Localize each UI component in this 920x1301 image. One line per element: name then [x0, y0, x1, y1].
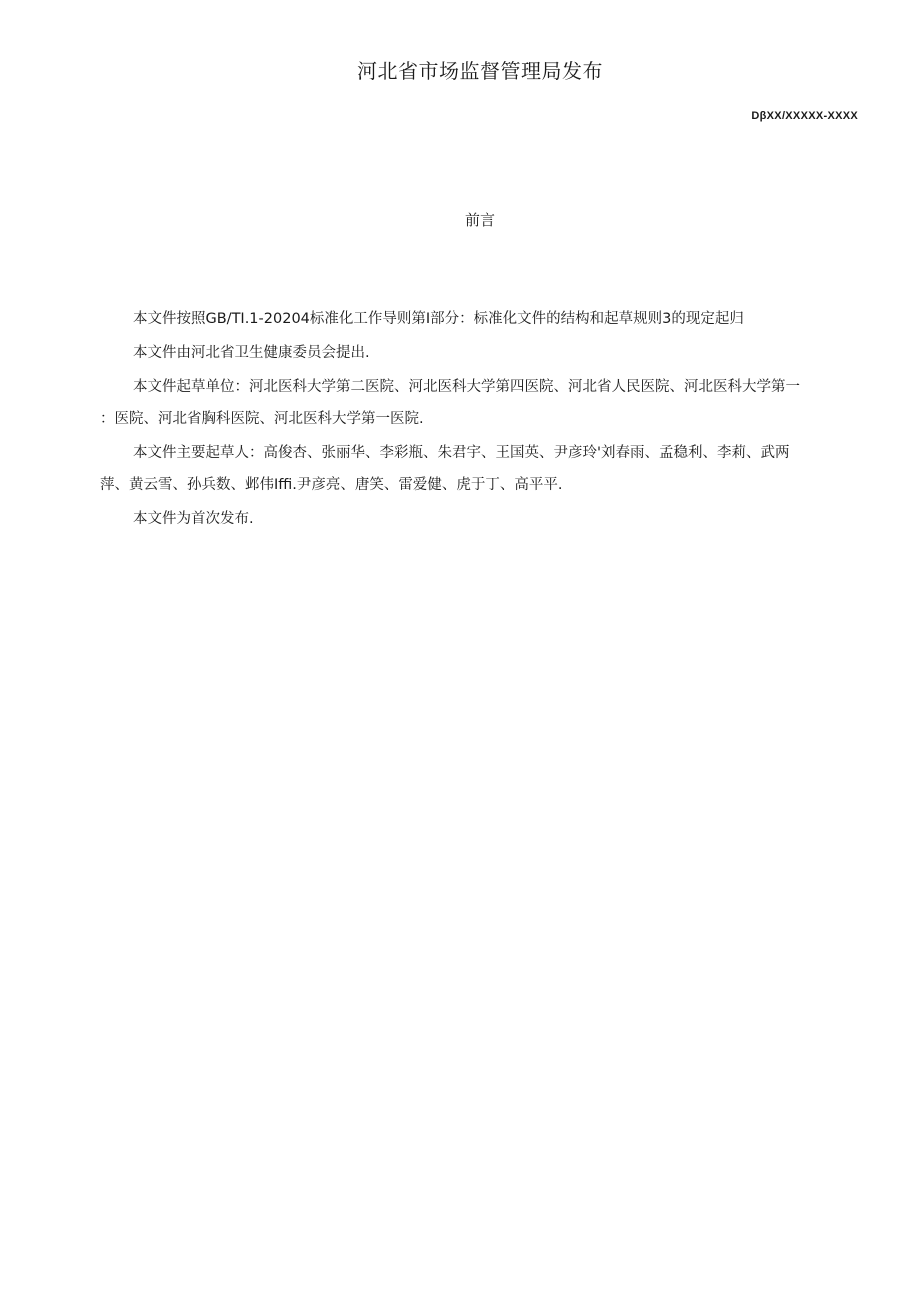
- paragraph-first-release: 本文件为首次发布.: [133, 511, 254, 527]
- publisher-title: 河北省市场监督管理局发布: [357, 59, 603, 83]
- document-code: DβXX/XXXXX-XXXX: [751, 110, 858, 122]
- foreword-body: [100, 302, 850, 536]
- paragraph-drafters: 本文件主要起草人：高俊杏、张丽华、李彩瓶、朱君宇、王国英、尹彦玲'刘春雨、孟稳利、李莉、武两: [133, 445, 790, 461]
- paragraph-drafters-continued: 萍、黄云雪、孙兵数、邺伟Iffi.尹彦亮、唐笑、雷爱健、虎于丁、高平平.: [100, 477, 563, 493]
- paragraph-standard-basis: 本文件按照GB/TI.1-20204标准化工作导则第I部分：标准化文件的结构和起草规则3的现定起归: [133, 311, 744, 327]
- section-title-foreword: 前言: [464, 211, 495, 229]
- paragraph-drafting-units: 本文件起草单位：河北医科大学第二医院、河北医科大学第四医院、河北省人民医院、河北医科大学第一: [133, 379, 800, 395]
- paragraph-proposer: 本文件由河北省卫生健康委员会提出.: [133, 345, 370, 361]
- paragraph-drafting-units-continued: ：医院、河北省胸科医院、河北医科大学第一医院.: [100, 411, 424, 427]
